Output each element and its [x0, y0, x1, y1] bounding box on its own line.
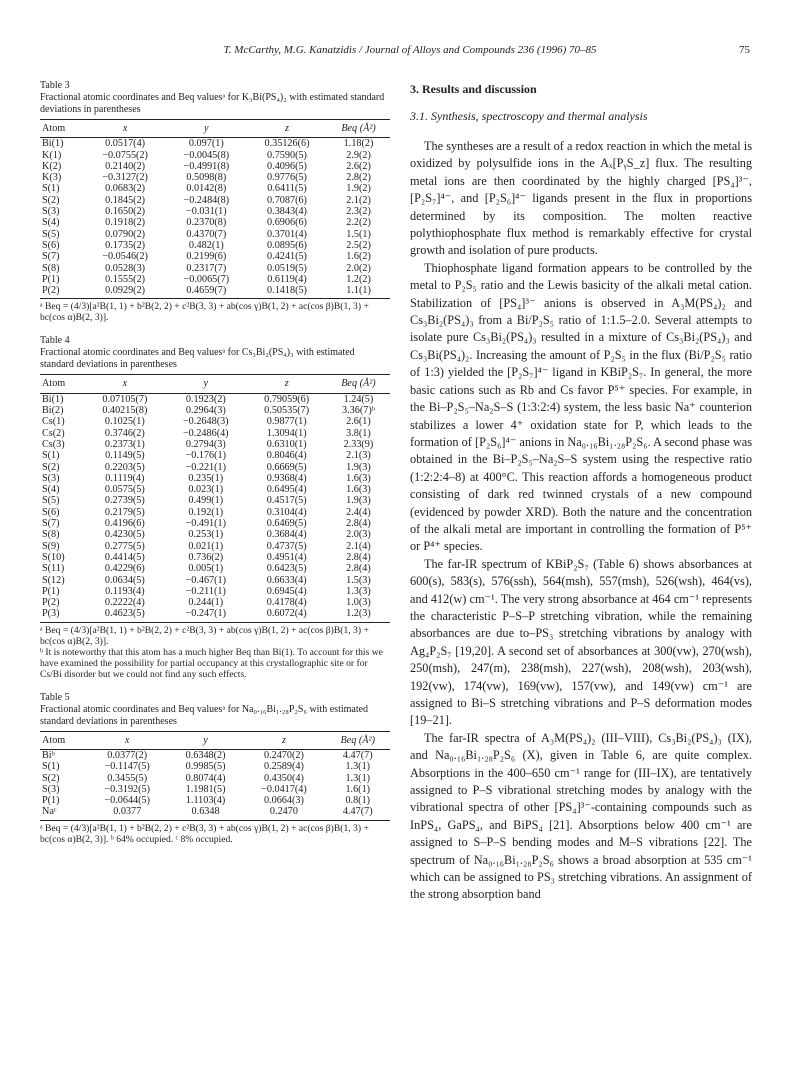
table-4	[40, 335, 390, 679]
table-5-footnote: ᵃ Beq = (4/3)[a²B(1, 1) + b²B(2, 2) + c²B(3, 3) + ab(cos γ)B(1, 2) + ac(cos β)B(1, 3) + bc(cos α)B(2, 3)]. ᵇ 64% occupied. ᶜ 8% occupied.	[40, 822, 369, 845]
cell-x: −0.0755(2)	[102, 149, 148, 161]
cell-beq: 1.1(1)	[346, 285, 371, 297]
cell-z: 0.4178(4)	[266, 597, 307, 609]
cell-y: 0.005(1)	[188, 563, 224, 575]
cell-z: 0.9877(1)	[266, 416, 307, 428]
cell-x: 0.0528(3)	[105, 262, 146, 274]
cell-atom: Biᵇ	[42, 749, 55, 761]
table-row	[40, 462, 390, 473]
cell-x: 0.2373(1)	[104, 438, 145, 450]
table-5-col-beq: Beq (Å²)	[326, 731, 390, 749]
cell-beq: 2.0(2)	[346, 262, 371, 274]
cell-beq: 2.1(3)	[346, 450, 371, 462]
cell-y: −0.491(1)	[185, 518, 227, 530]
cell-y: −0.0065(7)	[183, 273, 230, 285]
cell-x: −0.0546(2)	[102, 251, 148, 263]
cell-y: 0.736(2)	[188, 551, 224, 563]
cell-z: 0.6411(5)	[267, 183, 307, 195]
cell-x: 0.1555(2)	[105, 273, 146, 285]
cell-z: 0.0664(3)	[263, 795, 304, 807]
cell-z: 0.3843(4)	[267, 206, 307, 218]
paragraph-4: The far-IR spectra of A₃M(PS₄)₂ (III–VIII), Cs₃Bi₂(PS₄)₃ (IX), and Na₀.₁₆Bi₁.₂₈P₂S₆ (X), given in Table 6, are quite complex. Absorptions in the 400–650 cm⁻¹ range for (III–IX), are tentatively assigned to P–S vibrational stretching modes by analogy with the vibrational spectra of other [PS₄]³⁻-containing compounds such as InPS₄, GaPS₄, and BiPS₄ [21]. Absorptions below 400 cm⁻¹ are assigned to S–P–S bending modes and M–S vibrations [22]. The spectrum of Na₀.₁₆Bi₁.₂₈P₂S₆ shows a broad absorption at 535 cm⁻¹ which can be assigned to PS₃ stretching vibrations. An assignment of the strong absorption band	[410, 730, 752, 902]
cell-beq: 4.47(7)	[342, 806, 373, 818]
cell-atom: Bi(1)	[42, 393, 64, 405]
cell-z: 0.4951(4)	[266, 551, 307, 563]
cell-y: 0.021(1)	[188, 540, 224, 552]
cell-atom: S(3)	[42, 783, 60, 795]
cell-beq: 1.6(2)	[346, 251, 371, 263]
cell-atom: P(2)	[42, 285, 60, 297]
cell-beq: 1.3(1)	[345, 761, 371, 773]
cell-x: 0.2775(5)	[104, 540, 145, 552]
paragraph-1: The syntheses are a result of a redox reaction in which the metal is oxidized by polysulfide ions in the Aₓ[PᵧS_z] flux. The resulting metal ions are then coordinated by the highly charged [PS₄]³⁻, [P₂S₇]⁴⁻, and [P₂S₆]⁴⁻ ligands present in the flux in proportions determined by its composition. The molten reactive polythiophosphate flux method is remarkably effective for crystal growth and isolation of pure products.	[410, 139, 752, 258]
table-row	[40, 484, 390, 495]
cell-y: −0.211(1)	[185, 585, 226, 597]
subsection-heading: 3.1. Synthesis, spectroscopy and thermal analysis	[410, 109, 648, 123]
table-4-grid	[40, 374, 390, 621]
cell-atom: Bi(2)	[42, 405, 64, 417]
table-5-header-row	[40, 731, 390, 749]
table-row	[40, 285, 390, 298]
cell-y: 0.192(1)	[188, 506, 224, 518]
cell-z: 0.35126(6)	[264, 138, 310, 150]
cell-atom: P(3)	[42, 608, 60, 620]
cell-y: 0.499(1)	[188, 495, 224, 507]
cell-beq: 2.8(2)	[346, 172, 371, 184]
cell-atom: Cs(2)	[42, 427, 65, 439]
cell-beq: 1.6(3)	[346, 472, 371, 484]
table-3-label: Table 3	[40, 80, 70, 91]
table-4-label: Table 4	[40, 335, 70, 347]
cell-beq: 1.2(3)	[346, 608, 371, 620]
cell-beq: 0.8(1)	[345, 795, 371, 807]
cell-atom: S(3)	[42, 472, 60, 484]
cell-x: 0.1845(2)	[105, 194, 146, 206]
cell-atom: S(7)	[42, 251, 60, 263]
cell-atom: S(2)	[42, 194, 60, 206]
cell-beq: 1.24(5)	[343, 393, 374, 405]
cell-x: 0.1650(2)	[105, 206, 146, 218]
cell-atom: K(2)	[42, 160, 62, 172]
table-row	[40, 263, 390, 274]
cell-atom: S(9)	[42, 540, 60, 552]
cell-z: 0.4737(5)	[266, 540, 307, 552]
table-4-caption: Fractional atomic coordinates and Beq valuesᵃ for Cs₃Bi₂(PS₄)₃ with estimated standard deviations in parentheses	[40, 347, 355, 371]
cell-z: 0.6469(5)	[266, 518, 307, 530]
cell-atom: S(4)	[42, 217, 60, 229]
table-5-col-y: y	[169, 731, 243, 749]
cell-y: 0.4659(7)	[186, 285, 227, 297]
table-5-caption-block	[40, 692, 390, 728]
cell-y: −0.467(1)	[185, 574, 227, 586]
table-row	[40, 195, 390, 206]
cell-atom: Bi(1)	[42, 138, 64, 150]
cell-x: −0.3192(5)	[104, 783, 151, 795]
table-3-col-x: x	[85, 120, 166, 138]
cell-z: 0.7590(5)	[267, 149, 307, 161]
cell-x: 0.07105(7)	[102, 393, 148, 405]
cell-x: 0.0377(2)	[107, 749, 148, 761]
cell-y: −0.247(1)	[185, 608, 227, 620]
table-5	[40, 692, 390, 845]
table-3-header-row	[40, 120, 390, 138]
cell-z: 0.3684(4)	[266, 529, 307, 541]
cell-y: −0.4991(8)	[183, 160, 230, 172]
cell-z: 0.4350(4)	[263, 772, 304, 784]
cell-x: 0.1193(4)	[105, 585, 145, 597]
cell-atom: P(1)	[42, 585, 60, 597]
cell-z: 0.6669(5)	[266, 461, 307, 473]
cell-beq: 1.9(2)	[346, 183, 371, 195]
cell-z: −0.0417(4)	[261, 783, 307, 795]
cell-atom: S(1)	[42, 450, 60, 462]
cell-atom: K(3)	[42, 172, 62, 184]
cell-z: 1.3094(1)	[266, 427, 307, 439]
table-row	[40, 229, 390, 240]
running-header	[40, 44, 750, 56]
cell-atom: S(7)	[42, 518, 60, 530]
table-3-grid	[40, 119, 390, 298]
cell-atom: S(10)	[42, 551, 65, 563]
cell-beq: 1.0(3)	[346, 597, 371, 609]
cell-beq: 2.1(4)	[346, 540, 371, 552]
cell-x: 0.2222(4)	[104, 597, 145, 609]
cell-y: 0.4370(7)	[186, 228, 227, 240]
cell-beq: 3.36(7)ᵇ	[342, 405, 375, 417]
table-5-caption: Fractional atomic coordinates and Beq valuesᵃ for Na₀.₁₆Bi₁.₂₈P₂S₆ with estimated standard deviations in parentheses	[40, 703, 369, 727]
cell-atom: S(6)	[42, 506, 60, 518]
cell-y: −0.2484(8)	[183, 194, 230, 206]
cell-x: 0.2140(2)	[105, 160, 146, 172]
table-row	[40, 761, 390, 772]
cell-atom: Cs(1)	[42, 416, 65, 428]
cell-atom: S(8)	[42, 529, 60, 541]
table-row	[40, 217, 390, 228]
table-row	[40, 183, 390, 194]
cell-y: 0.8074(4)	[185, 772, 226, 784]
cell-y: 0.9985(5)	[185, 761, 226, 773]
table-3-col-beq: Beq (Å²)	[327, 120, 390, 138]
cell-beq: 2.4(4)	[346, 506, 371, 518]
table-3-col-z: z	[247, 120, 327, 138]
table-row	[40, 138, 390, 150]
cell-y: −0.176(1)	[185, 450, 227, 462]
left-column	[40, 80, 390, 857]
cell-z: 0.1418(5)	[267, 285, 307, 297]
cell-atom: P(2)	[42, 597, 60, 609]
table-row	[40, 161, 390, 172]
table-3	[40, 80, 390, 323]
table-row	[40, 552, 390, 563]
table-row	[40, 507, 390, 518]
cell-z: 0.6945(4)	[266, 585, 307, 597]
cell-beq: 1.5(1)	[346, 228, 371, 240]
cell-atom: P(1)	[42, 795, 60, 807]
cell-x: −0.1147(5)	[104, 761, 150, 773]
cell-atom: S(1)	[42, 761, 60, 773]
cell-y: 0.235(1)	[188, 472, 224, 484]
cell-x: 0.1119(4)	[105, 472, 145, 484]
cell-z: 0.6906(6)	[267, 217, 307, 229]
table-row	[40, 806, 390, 819]
cell-beq: 1.3(1)	[345, 772, 371, 784]
cell-x: 0.2739(5)	[104, 495, 145, 507]
cell-x: 0.2203(5)	[104, 461, 145, 473]
table-row	[40, 563, 390, 574]
table-5-grid	[40, 731, 390, 820]
cell-x: 0.4229(6)	[104, 563, 145, 575]
cell-x: 0.4230(5)	[104, 529, 145, 541]
cell-beq: 2.5(2)	[346, 239, 371, 251]
table-row	[40, 518, 390, 529]
cell-beq: 3.8(1)	[346, 427, 371, 439]
cell-y: 0.6348	[191, 806, 220, 818]
cell-y: 0.482(1)	[188, 239, 224, 251]
table-4-col-y: y	[165, 375, 246, 393]
table-row	[40, 439, 390, 450]
cell-beq: 2.0(3)	[346, 529, 371, 541]
table-3-caption-block	[40, 80, 390, 116]
cell-beq: 1.6(1)	[345, 783, 371, 795]
cell-beq: 2.2(2)	[346, 217, 371, 229]
cell-atom: S(8)	[42, 262, 60, 274]
table-row	[40, 150, 390, 161]
cell-x: 0.1735(2)	[105, 239, 146, 251]
cell-beq: 1.2(2)	[346, 273, 371, 285]
cell-atom: S(2)	[42, 461, 60, 473]
table-3-col-y: y	[166, 120, 247, 138]
cell-z: 0.2470(2)	[263, 749, 304, 761]
cell-z: 0.6495(4)	[266, 484, 307, 496]
table-4-header-row	[40, 375, 390, 393]
cell-z: 0.2470	[269, 806, 298, 818]
paragraph-3: The far-IR spectrum of KBiP₂S₇ (Table 6) shows absorbances at 600(s), 583(s), 576(ssh), 564(msh), 557(msh), 526(wsh), 464(vs), and 412(w) cm⁻¹. The very strong absorbance at 464 cm⁻¹ represents the characteristic P–S–P stretching vibration, while the remaining absorbances are due to–PS₃ stretching vibrations by analogy with Ag₄P₂S₇ [19,20]. A second set of absorbances at 300(vw), 270(wsh), 250(msh), 247(m), 238(msh), 227(wsh), 208(wsh), 203(wsh), 192(vw), 174(vw), 169(vw), 157(vw), and 149(vw) cm⁻¹ are assigned to Bi–S stretching vibrations and P–S deformation modes [19–21].	[410, 556, 752, 728]
cell-y: −0.2648(3)	[182, 416, 229, 428]
page-number: 75	[739, 44, 750, 56]
cell-x: 0.0790(2)	[105, 228, 146, 240]
cell-atom: S(1)	[42, 183, 60, 195]
cell-x: 0.4623(5)	[104, 608, 145, 620]
cell-z: 0.9776(5)	[267, 172, 307, 184]
table-row	[40, 450, 390, 461]
cell-y: −0.221(1)	[185, 461, 227, 473]
table-row	[40, 495, 390, 506]
table-5-footnotes	[40, 820, 390, 845]
table-row	[40, 416, 390, 427]
cell-x: 0.4196(6)	[104, 518, 145, 530]
cell-y: 0.2964(3)	[185, 405, 226, 417]
cell-x: 0.2179(5)	[104, 506, 145, 518]
cell-y: 1.1981(5)	[185, 783, 226, 795]
cell-beq: 1.9(3)	[346, 461, 371, 473]
table-4-col-beq: Beq (Å²)	[327, 375, 390, 393]
cell-y: 0.2794(3)	[185, 438, 226, 450]
table-row	[40, 405, 390, 416]
cell-atom: S(6)	[42, 239, 60, 251]
cell-z: 0.6423(5)	[266, 563, 307, 575]
cell-z: 0.6072(4)	[266, 608, 307, 620]
table-row	[40, 586, 390, 597]
cell-beq: 2.8(4)	[346, 551, 371, 563]
cell-beq: 2.1(2)	[346, 194, 371, 206]
cell-beq: 2.6(1)	[346, 416, 371, 428]
cell-y: −0.031(1)	[186, 206, 227, 218]
table-row	[40, 541, 390, 552]
table-4-body	[40, 393, 390, 621]
paragraph-2: Thiophosphate ligand formation appears to be controlled by the metal to P₂S₅ ratio and the Lewis basicity of the alkali metal cation. Stabilization of [PS₄]³⁻ anions is observed in A₃M(PS₄)₂ and Cs₃Bi₂(PS₄)₃ from a Bi/P₂S₅ ratio of 1:1.5–2.0. Several attempts to isolate pure Cs₃Bi₂(PS₄)₃ resulted in a mixture of Cs₃Bi₂(PS₄)₃ and Cs₃Bi(PS₄)₂. Increasing the amount of P₂S₅ in the flux (Bi/P₂S₅ ratio of 1:3) yielded the [P₂S₇]⁴⁻ ligand in KBiP₂S₇. In general, the more basic cations such as Rb and Cs favor P⁵⁺ species. For example, in the Bi–P₂S₅–Na₂S–S (1:3:2:4) system, the less basic Na⁺ counterion stabilizes a lower 4⁺ oxidation state for P, which leads to the formation of [P₂S₆]⁴⁻ anions in Na₀.₁₆Bi₁.₂₈P₂S₆. A second phase was obtained in the Bi–P₂S₅–Na₂S–S system using the respective ratio (1:2:2:4–8) at 400°C. This reaction affords a homogeneous product consisting of dark red twinned crystals of a new compound (evidenced by powder XRD). Both the nature and the concentration of the alkali metal are important in controlling the formation of P⁵⁺ or P⁴⁺ species.	[410, 260, 752, 554]
table-row	[40, 240, 390, 251]
cell-atom: K(1)	[42, 149, 62, 161]
cell-y: 0.0142(8)	[186, 183, 227, 195]
cell-x: −0.3127(2)	[102, 172, 148, 184]
table-row	[40, 608, 390, 621]
cell-y: 0.023(1)	[188, 484, 224, 496]
cell-z: 0.0519(5)	[267, 262, 307, 274]
cell-x: 0.1918(2)	[105, 217, 146, 229]
cell-x: 0.0929(2)	[105, 285, 146, 297]
cell-atom: S(3)	[42, 206, 60, 218]
cell-x: 0.4414(5)	[104, 551, 145, 563]
cell-x: 0.1025(1)	[104, 416, 145, 428]
cell-z: 0.6633(4)	[266, 574, 307, 586]
cell-beq: 1.5(3)	[346, 574, 371, 586]
cell-y: 0.2317(7)	[186, 262, 227, 274]
cell-y: −0.2486(4)	[182, 427, 229, 439]
table-row	[40, 172, 390, 183]
table-row	[40, 749, 390, 761]
cell-y: 0.097(1)	[188, 138, 224, 150]
cell-x: 0.0634(5)	[104, 574, 145, 586]
table-4-footnote-a: ᵃ Beq = (4/3)[a²B(1, 1) + b²B(2, 2) + c²B(3, 3) + ab(cos γ)B(1, 2) + ac(cos β)B(1, 3) + bc(cos α)B(2, 3)].	[40, 624, 369, 647]
cell-z: 0.79059(6)	[264, 393, 310, 405]
table-5-col-x: x	[86, 731, 169, 749]
cell-x: 0.0377	[113, 806, 142, 818]
cell-y: 0.253(1)	[188, 529, 224, 541]
right-column	[410, 80, 752, 904]
cell-x: 0.1149(5)	[105, 450, 145, 462]
cell-beq: 2.8(4)	[346, 563, 371, 575]
cell-atom: Naᶜ	[42, 806, 57, 818]
cell-atom: S(12)	[42, 574, 65, 586]
cell-beq: 2.33(9)	[343, 438, 374, 450]
table-5-body	[40, 749, 390, 819]
cell-x: 0.3455(5)	[107, 772, 148, 784]
table-3-footnotes	[40, 298, 390, 323]
cell-y: 0.2370(8)	[186, 217, 227, 229]
cell-y: 0.1923(2)	[185, 393, 226, 405]
cell-z: 0.6119(4)	[267, 273, 307, 285]
cell-z: 0.2589(4)	[263, 761, 304, 773]
table-4-col-x: x	[85, 375, 165, 393]
cell-z: 0.4241(5)	[267, 251, 307, 263]
cell-x: 0.0575(5)	[104, 484, 145, 496]
cell-y: 0.5098(8)	[186, 172, 227, 184]
table-3-footnote-a: ᵃ Beq = (4/3)[a²B(1, 1) + b²B(2, 2) + c²B(3, 3) + ab(cos γ)B(1, 2) + ac(cos β)B(1, 3) + bc(cos α)B(2, 3)].	[40, 301, 369, 324]
cell-y: 0.6348(2)	[185, 749, 226, 761]
cell-z: 0.3701(4)	[267, 228, 307, 240]
table-row	[40, 428, 390, 439]
cell-beq: 2.8(4)	[346, 518, 371, 530]
table-row	[40, 773, 390, 784]
cell-z: 0.50535(7)	[264, 405, 310, 417]
cell-z: 0.4517(5)	[266, 495, 307, 507]
table-5-label: Table 5	[40, 691, 70, 703]
cell-atom: S(5)	[42, 228, 60, 240]
cell-x: 0.0683(2)	[105, 183, 146, 195]
cell-beq: 2.9(2)	[346, 149, 371, 161]
cell-beq: 1.9(3)	[346, 495, 371, 507]
table-row	[40, 473, 390, 484]
cell-y: −0.0045(8)	[183, 149, 230, 161]
cell-atom: S(5)	[42, 495, 60, 507]
cell-atom: S(4)	[42, 484, 60, 496]
cell-z: 0.3104(4)	[266, 506, 307, 518]
table-5-col-atom: Atom	[40, 731, 86, 749]
cell-x: 0.40215(8)	[102, 405, 148, 417]
cell-beq: 1.18(2)	[343, 138, 374, 150]
cell-beq: 2.6(2)	[346, 160, 371, 172]
table-4-col-atom: Atom	[40, 375, 85, 393]
cell-z: 0.4096(5)	[267, 160, 307, 172]
cell-beq: 1.3(3)	[346, 585, 371, 597]
cell-y: 0.2199(6)	[186, 251, 227, 263]
cell-x: 0.3746(2)	[104, 427, 145, 439]
table-row	[40, 393, 390, 405]
cell-z: 0.7087(6)	[267, 194, 307, 206]
table-4-footnote-b: ᵇ It is noteworthy that this atom has a much higher Beq than Bi(1). To account for this we have examined the possibility for partial occupancy at this crystallographic site or for Cs/Bi disorder but we could not find any such effects.	[40, 646, 383, 680]
table-row	[40, 575, 390, 586]
section-heading: 3. Results and discussion	[410, 82, 537, 96]
table-row	[40, 795, 390, 806]
table-row	[40, 529, 390, 540]
table-row	[40, 206, 390, 217]
cell-z: 0.0895(6)	[267, 239, 307, 251]
table-4-caption-block	[40, 335, 390, 371]
cell-beq: 1.6(3)	[346, 484, 371, 496]
table-5-col-z: z	[242, 731, 325, 749]
cell-y: 1.1103(4)	[185, 795, 226, 807]
table-row	[40, 784, 390, 795]
cell-beq: 4.47(7)	[342, 749, 373, 761]
cell-atom: S(2)	[42, 772, 60, 784]
cell-beq: 2.3(2)	[346, 206, 371, 218]
table-4-footnotes	[40, 622, 390, 680]
table-4-col-z: z	[246, 375, 326, 393]
cell-x: −0.0644(5)	[104, 795, 151, 807]
table-row	[40, 274, 390, 285]
running-title: T. McCarthy, M.G. Kanatzidis / Journal of Alloys and Compounds 236 (1996) 70–85	[223, 44, 597, 56]
cell-z: 0.6310(1)	[266, 438, 307, 450]
table-3-col-atom: Atom	[40, 120, 85, 138]
cell-y: 0.244(1)	[188, 597, 224, 609]
table-3-body	[40, 138, 390, 299]
table-row	[40, 597, 390, 608]
cell-atom: S(11)	[42, 563, 65, 575]
cell-z: 0.8046(4)	[266, 450, 307, 462]
table-3-caption: Fractional atomic coordinates and Beq valuesᵃ for K₃Bi(PS₄)₂ with estimated standard deviations in parentheses	[40, 92, 385, 115]
cell-atom: P(1)	[42, 273, 60, 285]
cell-z: 0.9368(4)	[266, 472, 307, 484]
table-row	[40, 251, 390, 262]
cell-x: 0.0517(4)	[105, 138, 146, 150]
cell-atom: Cs(3)	[42, 438, 65, 450]
